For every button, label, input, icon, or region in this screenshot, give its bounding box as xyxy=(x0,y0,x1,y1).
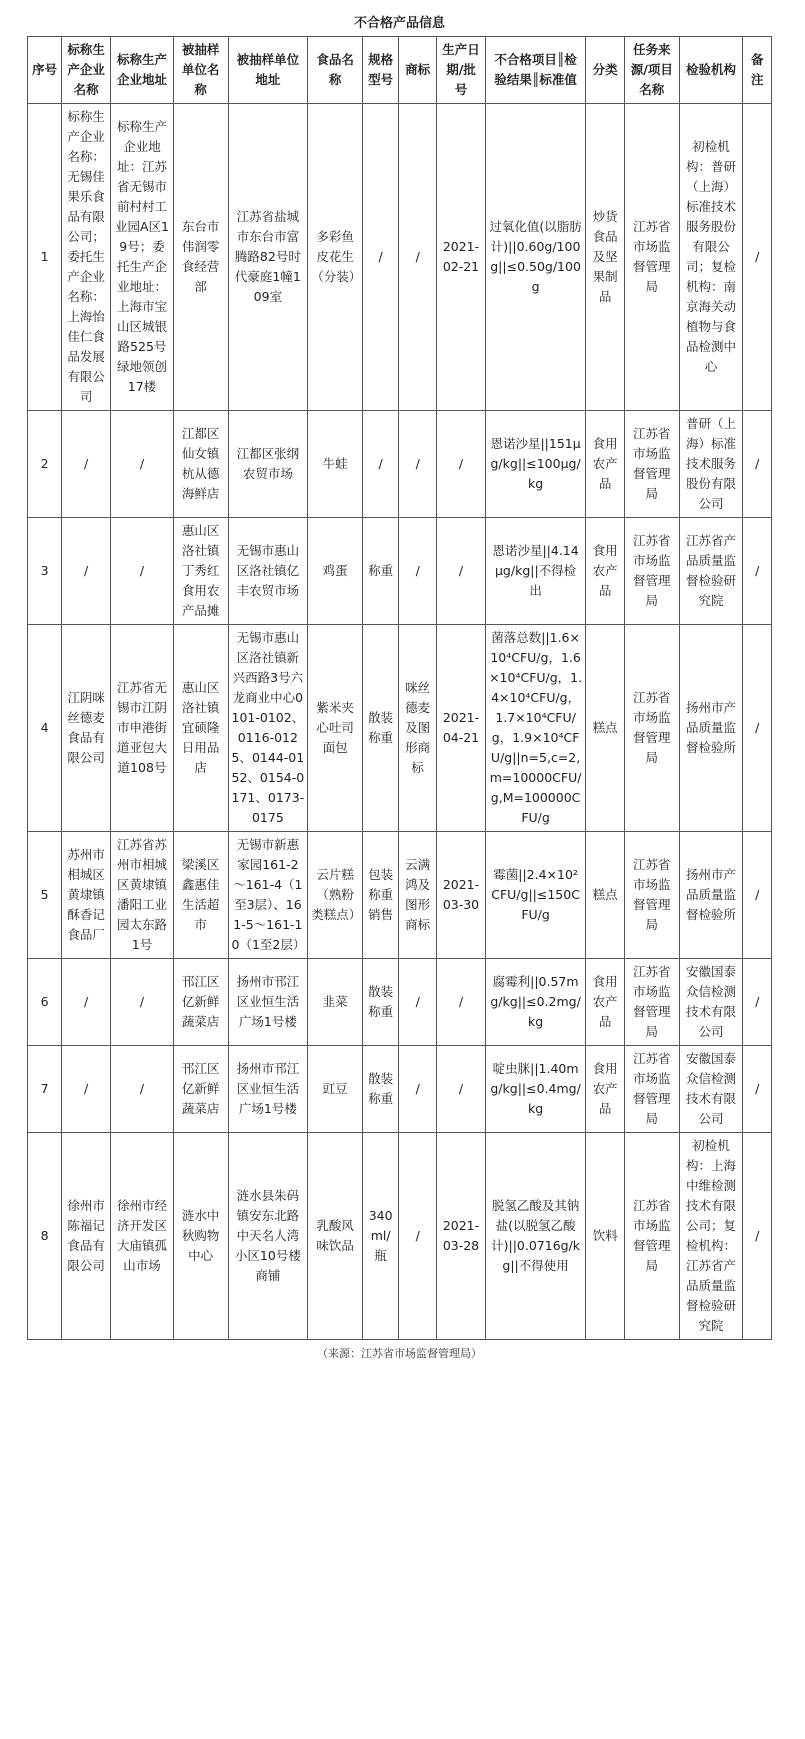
food-name-cell: 韭菜 xyxy=(308,959,363,1046)
header-cell: 序号 xyxy=(28,37,62,104)
sampled-unit-name-cell: 江都区仙女镇杭从德海鲜店 xyxy=(173,411,228,518)
food-name-cell: 紫米夹心吐司面包 xyxy=(308,625,363,832)
remark-cell: / xyxy=(743,959,772,1046)
spec-model-cell: / xyxy=(362,104,398,411)
header-cell: 备注 xyxy=(743,37,772,104)
producer-address-cell: / xyxy=(111,518,174,625)
header-cell: 商标 xyxy=(399,37,437,104)
trademark-cell: / xyxy=(399,959,437,1046)
failed-item-result-cell: 啶虫脒||1.40mg/kg||≤0.4mg/kg xyxy=(485,1046,585,1133)
table-title: 不合格产品信息 xyxy=(353,16,445,31)
category-cell: 炒货食品及坚果制品 xyxy=(586,104,625,411)
remark-cell: / xyxy=(743,832,772,959)
remark-cell: / xyxy=(743,1046,772,1133)
remark-cell: / xyxy=(743,411,772,518)
task-source-cell: 江苏省市场监督管理局 xyxy=(624,625,679,832)
inspection-agency-cell: 初检机构：上海中维检测技术有限公司；复检机构：江苏省产品质量监督检验研究院 xyxy=(679,1133,743,1340)
food-name-cell: 豇豆 xyxy=(308,1046,363,1133)
producer-name-cell: / xyxy=(62,1046,111,1133)
sampled-unit-name-cell: 邗江区亿新鲜蔬菜店 xyxy=(173,959,228,1046)
source-footer: （来源：江苏省市场监督管理局） xyxy=(317,1347,482,1360)
header-cell: 被抽样单位名称 xyxy=(173,37,228,104)
sampled-unit-address-cell: 无锡市新惠家园161-2～161-4（1至3层）、161-5～161-10（1至2层） xyxy=(228,832,308,959)
table-row xyxy=(28,411,772,518)
header-cell: 被抽样单位地址 xyxy=(228,37,308,104)
table-row xyxy=(28,625,772,832)
row-number-cell: 3 xyxy=(28,518,62,625)
task-source-cell: 江苏省市场监督管理局 xyxy=(624,104,679,411)
producer-address-cell: 徐州市经济开发区大庙镇孤山市场 xyxy=(111,1133,174,1340)
sampled-unit-name-cell: 涟水中秋购物中心 xyxy=(173,1133,228,1340)
task-source-cell: 江苏省市场监督管理局 xyxy=(624,518,679,625)
failed-item-result-cell: 恩诺沙星||151μg/kg||≤100μg/kg xyxy=(485,411,585,518)
header-cell: 任务来源/项目名称 xyxy=(624,37,679,104)
production-date-cell: / xyxy=(436,1046,485,1133)
task-source-cell: 江苏省市场监督管理局 xyxy=(624,1133,679,1340)
production-date-cell: 2021-02-21 xyxy=(436,104,485,411)
trademark-cell: / xyxy=(399,1046,437,1133)
failed-item-result-cell: 腐霉利||0.57mg/kg||≤0.2mg/kg xyxy=(485,959,585,1046)
spec-model-cell: 340ml/瓶 xyxy=(362,1133,398,1340)
table-row xyxy=(28,1133,772,1340)
header-cell: 分类 xyxy=(586,37,625,104)
sampled-unit-address-cell: 扬州市邗江区业恒生活广场1号楼 xyxy=(228,959,308,1046)
failed-item-result-cell: 脱氢乙酸及其钠盐(以脱氢乙酸计)||0.0716g/kg||不得使用 xyxy=(485,1133,585,1340)
header-cell: 不合格项目║检验结果║标准值 xyxy=(485,37,585,104)
producer-address-cell: 江苏省无锡市江阴市申港街道亚包大道108号 xyxy=(111,625,174,832)
food-name-cell: 乳酸风味饮品 xyxy=(308,1133,363,1340)
production-date-cell: / xyxy=(436,411,485,518)
table-row xyxy=(28,959,772,1046)
table-row xyxy=(28,518,772,625)
trademark-cell: / xyxy=(399,411,437,518)
category-cell: 糕点 xyxy=(586,832,625,959)
sampled-unit-address-cell: 江都区张纲农贸市场 xyxy=(228,411,308,518)
row-number-cell: 7 xyxy=(28,1046,62,1133)
header-cell: 检验机构 xyxy=(679,37,743,104)
producer-name-cell: / xyxy=(62,518,111,625)
production-date-cell: 2021-03-28 xyxy=(436,1133,485,1340)
table-row xyxy=(28,832,772,959)
spec-model-cell: 包装称重销售 xyxy=(362,832,398,959)
producer-address-cell: / xyxy=(111,959,174,1046)
producer-name-cell: 苏州市相城区黄埭镇酥香记食品厂 xyxy=(62,832,111,959)
failed-item-result-cell: 菌落总数||1.6×10⁴CFU/g，1.6×10⁴CFU/g，1.4×10⁴CFU/g，1.7×10⁴CFU/g，1.9×10⁴CFU/g||n=5,c=2,m=10000CFU/g,M=100000CFU/g xyxy=(485,625,585,832)
producer-address-cell: / xyxy=(111,1046,174,1133)
inspection-agency-cell: 扬州市产品质量监督检验所 xyxy=(679,832,743,959)
sampled-unit-address-cell: 无锡市惠山区洛社镇亿丰农贸市场 xyxy=(228,518,308,625)
sampled-unit-address-cell: 无锡市惠山区洛社镇新兴西路3号六龙商业中心0101-0102、0116-0125、0144-0152、0154-0171、0173-0175 xyxy=(228,625,308,832)
sampled-unit-address-cell: 江苏省盐城市东台市富腾路82号时代豪庭1幢109室 xyxy=(228,104,308,411)
failed-item-result-cell: 过氧化值(以脂肪计)||0.60g/100g||≤0.50g/100g xyxy=(485,104,585,411)
sampled-unit-address-cell: 扬州市邗江区业恒生活广场1号楼 xyxy=(228,1046,308,1133)
task-source-cell: 江苏省市场监督管理局 xyxy=(624,959,679,1046)
row-number-cell: 2 xyxy=(28,411,62,518)
producer-name-cell: 徐州市陈福记食品有限公司 xyxy=(62,1133,111,1340)
trademark-cell: 咪丝德麦及图形商标 xyxy=(399,625,437,832)
failed-item-result-cell: 霉菌||2.4×10²CFU/g||≤150CFU/g xyxy=(485,832,585,959)
header-cell: 规格型号 xyxy=(362,37,398,104)
food-name-cell: 牛蛙 xyxy=(308,411,363,518)
spec-model-cell: 散装称重 xyxy=(362,1046,398,1133)
inspection-agency-cell: 江苏省产品质量监督检验研究院 xyxy=(679,518,743,625)
inspection-agency-cell: 初检机构：普研（上海）标准技术服务股份有限公司；复检机构：南京海关动植物与食品检测中心 xyxy=(679,104,743,411)
row-number-cell: 4 xyxy=(28,625,62,832)
row-number-cell: 6 xyxy=(28,959,62,1046)
category-cell: 食用农产品 xyxy=(586,411,625,518)
category-cell: 食用农产品 xyxy=(586,1046,625,1133)
header-cell: 标称生产企业地址 xyxy=(111,37,174,104)
production-date-cell: / xyxy=(436,518,485,625)
row-number-cell: 8 xyxy=(28,1133,62,1340)
task-source-cell: 江苏省市场监督管理局 xyxy=(624,832,679,959)
trademark-cell: 云满鸿及图形商标 xyxy=(399,832,437,959)
trademark-cell: / xyxy=(399,1133,437,1340)
producer-name-cell: / xyxy=(62,411,111,518)
producer-address-cell: 标称生产企业地址：江苏省无锡市前村村工业园A区19号；委托生产企业地址：上海市宝山区城银路525号绿地领创17楼 xyxy=(111,104,174,411)
unqualified-products-table xyxy=(27,36,772,1340)
spec-model-cell: / xyxy=(362,411,398,518)
sampled-unit-name-cell: 惠山区洛社镇宜硕隆日用品店 xyxy=(173,625,228,832)
trademark-cell: / xyxy=(399,518,437,625)
production-date-cell: / xyxy=(436,959,485,1046)
row-number-cell: 5 xyxy=(28,832,62,959)
inspection-agency-cell: 普研（上海）标准技术服务股份有限公司 xyxy=(679,411,743,518)
inspection-agency-cell: 扬州市产品质量监督检验所 xyxy=(679,625,743,832)
task-source-cell: 江苏省市场监督管理局 xyxy=(624,411,679,518)
failed-item-result-cell: 恩诺沙星||4.14μg/kg||不得检出 xyxy=(485,518,585,625)
row-number-cell: 1 xyxy=(28,104,62,411)
spec-model-cell: 散装称重 xyxy=(362,625,398,832)
trademark-cell: / xyxy=(399,104,437,411)
producer-name-cell: 江阴咪丝德麦食品有限公司 xyxy=(62,625,111,832)
sampled-unit-address-cell: 涟水县朱码镇安东北路中天名人湾小区10号楼商铺 xyxy=(228,1133,308,1340)
category-cell: 糕点 xyxy=(586,625,625,832)
food-name-cell: 云片糕（熟粉类糕点） xyxy=(308,832,363,959)
remark-cell: / xyxy=(743,625,772,832)
producer-name-cell: / xyxy=(62,959,111,1046)
category-cell: 饮料 xyxy=(586,1133,625,1340)
sampled-unit-name-cell: 梁溪区鑫惠佳生活超市 xyxy=(173,832,228,959)
table-body xyxy=(28,104,772,1340)
production-date-cell: 2021-03-30 xyxy=(436,832,485,959)
producer-address-cell: / xyxy=(111,411,174,518)
producer-address-cell: 江苏省苏州市相城区黄埭镇潘阳工业园太东路1号 xyxy=(111,832,174,959)
remark-cell: / xyxy=(743,1133,772,1340)
header-cell: 生产日期/批号 xyxy=(436,37,485,104)
table-row xyxy=(28,1046,772,1133)
header-cell: 食品名称 xyxy=(308,37,363,104)
food-name-cell: 鸡蛋 xyxy=(308,518,363,625)
table-row xyxy=(28,104,772,411)
sampled-unit-name-cell: 东台市伟润零食经营部 xyxy=(173,104,228,411)
table-header-row xyxy=(28,37,772,104)
task-source-cell: 江苏省市场监督管理局 xyxy=(624,1046,679,1133)
sampled-unit-name-cell: 惠山区洛社镇丁秀红食用农产品摊 xyxy=(173,518,228,625)
spec-model-cell: 散装称重 xyxy=(362,959,398,1046)
category-cell: 食用农产品 xyxy=(586,959,625,1046)
sampled-unit-name-cell: 邗江区亿新鲜蔬菜店 xyxy=(173,1046,228,1133)
remark-cell: / xyxy=(743,104,772,411)
spec-model-cell: 称重 xyxy=(362,518,398,625)
production-date-cell: 2021-04-21 xyxy=(436,625,485,832)
inspection-agency-cell: 安徽国泰众信检测技术有限公司 xyxy=(679,1046,743,1133)
category-cell: 食用农产品 xyxy=(586,518,625,625)
producer-name-cell: 标称生产企业名称：无锡佳果乐食品有限公司；委托生产企业名称：上海怡佳仁食品发展有限公司 xyxy=(62,104,111,411)
inspection-agency-cell: 安徽国泰众信检测技术有限公司 xyxy=(679,959,743,1046)
remark-cell: / xyxy=(743,518,772,625)
food-name-cell: 多彩鱼皮花生（分装） xyxy=(308,104,363,411)
header-cell: 标称生产企业名称 xyxy=(62,37,111,104)
